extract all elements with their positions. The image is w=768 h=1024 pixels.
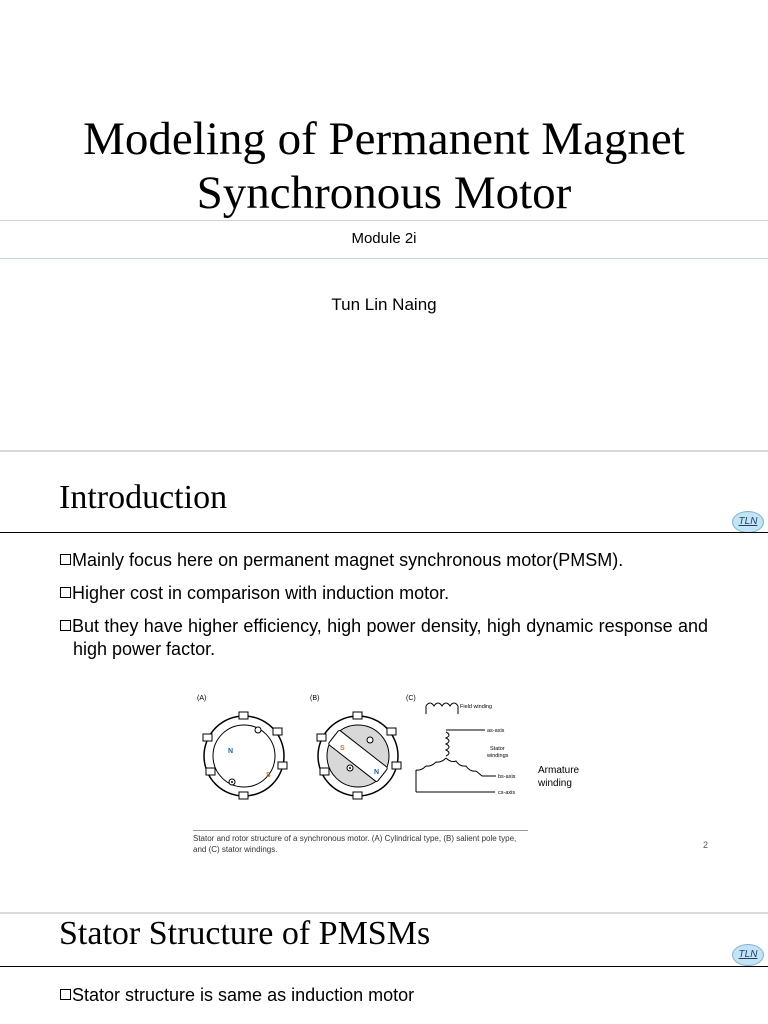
bullet-item — [60, 615, 708, 661]
bullet-text: Stator structure is same as induction motor — [72, 985, 415, 1005]
salient-pole-rotor-diagram — [317, 712, 401, 799]
decor-line-lower — [0, 258, 768, 259]
motor-structure-figure — [190, 692, 535, 817]
title-line-2: Synchronous Motor — [196, 167, 572, 219]
stator-label-2: windings — [487, 753, 509, 759]
page-number: 2 — [703, 840, 709, 850]
field-winding-label: Field winding — [460, 704, 493, 710]
annotation-line-1: Armature — [538, 765, 580, 776]
checkbox-bullet-icon — [60, 620, 71, 631]
tln-badge: TLN — [732, 511, 764, 533]
caption-rule — [193, 830, 528, 831]
presentation-title — [0, 112, 768, 220]
title-slide — [0, 0, 768, 450]
title-line-1: Modeling of Permanent Magnet — [83, 113, 685, 165]
svg-text:S: S — [266, 772, 271, 779]
bullet-item — [60, 582, 708, 605]
bullet-text: Higher cost in comparison with induction motor. — [72, 583, 450, 603]
svg-text:N: N — [374, 769, 380, 776]
checkbox-bullet-icon — [60, 587, 71, 598]
armature-winding-annotation — [538, 764, 579, 790]
stator-label-1: Stator — [490, 746, 505, 752]
as-axis-label: as-axis — [487, 728, 505, 734]
decor-line-upper — [0, 220, 768, 221]
module-subtitle: Module 2i — [351, 230, 417, 247]
panel-label-a: (A) — [197, 695, 207, 702]
stator-structure-slide — [0, 914, 768, 1024]
figure-caption: Stator and rotor structure of a synchronous motor. (A) Cylindrical type, (B) salient pole type, and (C) stator windings. — [193, 834, 517, 854]
panel-label-c: (C) — [406, 695, 416, 702]
svg-text:S: S — [340, 745, 345, 752]
svg-text:N: N — [228, 748, 234, 755]
checkbox-bullet-icon — [60, 554, 71, 565]
bullet-item — [60, 549, 708, 572]
slide-heading: Introduction — [59, 479, 228, 516]
introduction-slide — [0, 452, 768, 912]
stator-windings-diagram — [416, 703, 516, 796]
bs-axis-label: bs-axis — [498, 774, 516, 780]
cylindrical-rotor-diagram — [203, 712, 287, 799]
heading-rule — [0, 966, 768, 967]
slide-heading: Stator Structure of PMSMs — [59, 915, 431, 952]
author-name: Tun Lin Naing — [331, 295, 437, 314]
bullet-text: Mainly focus here on permanent magnet synchronous motor(PMSM). — [72, 550, 624, 570]
cs-axis-label: cs-axis — [498, 790, 516, 796]
bullet-text: But they have higher efficiency, high power density, high dynamic response and high power factor. — [72, 616, 708, 659]
bullet-list — [60, 549, 708, 671]
heading-rule — [0, 532, 768, 533]
annotation-line-2: winding — [538, 778, 572, 789]
bullet-item — [60, 984, 414, 1007]
panel-label-b: (B) — [310, 695, 320, 702]
tln-badge: TLN — [732, 944, 764, 966]
checkbox-bullet-icon — [60, 989, 71, 1000]
